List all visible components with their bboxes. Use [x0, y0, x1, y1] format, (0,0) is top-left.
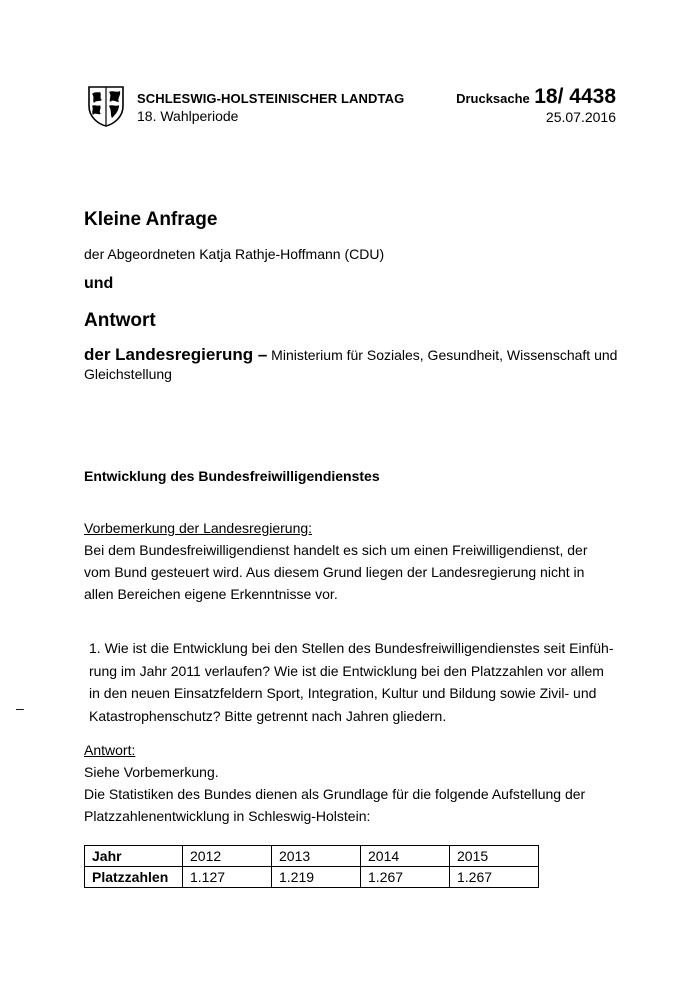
und-label: und [84, 275, 114, 292]
government-bold: der Landesregierung – [84, 345, 268, 364]
preface-block [84, 517, 644, 605]
antwort-title: Antwort [84, 310, 156, 331]
answer-line: Siehe Vorbemerkung. [84, 764, 219, 780]
question-line: rung im Jahr 2011 verlaufen? Wie ist die Entwicklung bei den Platzzahlen vor allem [89, 662, 604, 679]
organization-name: SCHLESWIG-HOLSTEINISCHER LANDTAG [137, 91, 405, 106]
question-line: 1. Wie ist die Entwicklung bei den Stellen des Bundesfreiwilligendienstes seit Einfüh- [89, 640, 614, 656]
answer-heading: Antwort: [84, 742, 136, 758]
table-cell-year: 2015 [450, 846, 539, 867]
preface-line: vom Bund gesteuert wird. Aus diesem Grund liegen der Landesregierung nicht in [84, 564, 585, 580]
coat-of-arms-icon [86, 84, 126, 128]
document-title: Kleine Anfrage [84, 209, 218, 230]
document-date: 25.07.2016 [545, 109, 616, 125]
answer-block [84, 739, 644, 827]
table-row-header: Jahr [85, 846, 183, 867]
preface-heading: Vorbemerkung der Landesregierung: [84, 520, 313, 536]
question-line: Katastrophenschutz? Bitte getrennt nach Jahren gliedern. [89, 707, 447, 724]
margin-mark: – [16, 700, 24, 716]
question-line: in den neuen Einsatzfeldern Sport, Integration, Kultur und Bildung sowie Zivil- und [89, 685, 597, 701]
drucksache-number: 18/ 4438 [534, 85, 616, 108]
author-line: der Abgeordneten Katja Rathje-Hoffmann (CDU) [84, 246, 385, 262]
drucksache-label: Drucksache [456, 91, 530, 106]
government-line [84, 345, 644, 384]
government-line2: Gleichstellung [84, 366, 172, 382]
election-period: 18. Wahlperiode [137, 108, 239, 124]
table-cell-year: 2014 [361, 846, 450, 867]
table-row [85, 867, 539, 888]
table-cell-year: 2013 [272, 846, 361, 867]
header-left [137, 91, 404, 124]
question-block [89, 637, 629, 727]
subject-heading: Entwicklung des Bundesfreiwilligendienstes [84, 468, 380, 484]
table-cell-value: 1.267 [450, 867, 539, 888]
platzzahlen-table [84, 845, 539, 888]
table-row [85, 846, 539, 867]
answer-line: Platzzahlenentwicklung in Schleswig-Holstein: [84, 808, 371, 824]
header-right [456, 85, 616, 125]
table-row-header: Platzzahlen [85, 867, 183, 888]
table-cell-value: 1.267 [361, 867, 450, 888]
table-cell-value: 1.127 [183, 867, 272, 888]
answer-line: Die Statistiken des Bundes dienen als Grundlage für die folgende Aufstellung der [84, 786, 586, 802]
government-rest: Ministerium für Soziales, Gesundheit, Wissenschaft und [267, 347, 618, 363]
preface-line: allen Bereichen eigene Erkenntnisse vor. [84, 586, 338, 602]
table-cell-value: 1.219 [272, 867, 361, 888]
preface-line: Bei dem Bundesfreiwilligendienst handelt es sich um einen Freiwilligendienst, der [84, 542, 588, 558]
table-cell-year: 2012 [183, 846, 272, 867]
